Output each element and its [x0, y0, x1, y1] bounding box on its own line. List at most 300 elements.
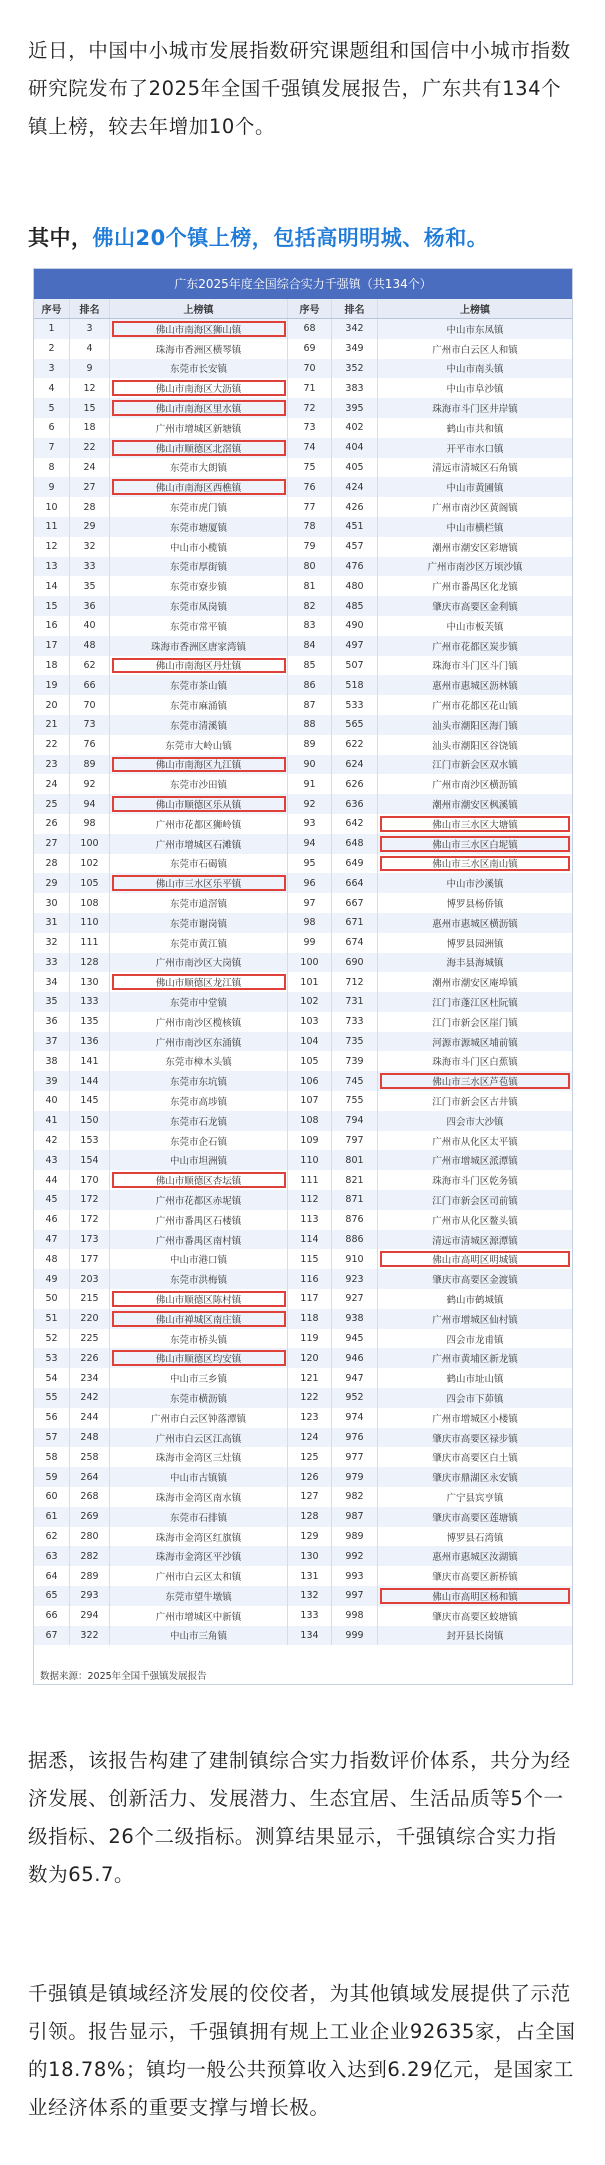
cell-rank-left: 102 [70, 854, 110, 874]
cell-town-right: 江门市新会区古井镇 [432, 1096, 518, 1108]
cell-rank-right: 476 [332, 557, 378, 577]
header-town-right: 上榜镇 [460, 305, 490, 316]
cell-town-right: 广州市花都区炭步镇 [432, 641, 518, 653]
cell-index-left: 43 [34, 1150, 70, 1170]
table-row [34, 497, 572, 517]
cell-town-left: 东莞市道滘镇 [110, 893, 288, 913]
cell-index-left: 33 [34, 953, 70, 973]
cell-rank-left: 130 [70, 972, 110, 992]
cell-index-left: 7 [34, 438, 70, 458]
table-row [34, 834, 572, 854]
cell-index-right: 110 [288, 1150, 332, 1170]
table-row [34, 1507, 572, 1527]
table-row [34, 1289, 572, 1309]
cell-rank-right: 989 [332, 1527, 378, 1547]
table-row [34, 1230, 572, 1250]
cell-rank-right: 976 [332, 1428, 378, 1448]
cell-index-left: 30 [34, 893, 70, 913]
table-source: 数据来源：2025年全国千强镇发展报告 [40, 1671, 207, 1682]
cell-town-right: 汕头市潮阳区海门镇 [432, 720, 518, 732]
cell-rank-left: 136 [70, 1032, 110, 1052]
cell-index-right: 95 [288, 854, 332, 874]
cell-town-left: 广州市南沙区东涌镇 [110, 1032, 288, 1052]
table-row [34, 913, 572, 933]
cell-index-left: 20 [34, 695, 70, 715]
header-rank-right: 排名 [332, 299, 378, 318]
table-row [34, 1012, 572, 1032]
cell-town-left: 佛山市南海区大沥镇 [110, 378, 288, 398]
cell-index-right: 132 [288, 1586, 332, 1606]
table-row [34, 695, 572, 715]
cell-rank-left: 268 [70, 1487, 110, 1507]
cell-rank-left: 220 [70, 1309, 110, 1329]
cell-rank-left: 264 [70, 1467, 110, 1487]
cell-rank-right: 383 [332, 378, 378, 398]
cell-rank-right: 938 [332, 1309, 378, 1329]
cell-rank-right: 642 [332, 814, 378, 834]
ranking-table [33, 268, 573, 1685]
cell-town-right: 江门市蓬江区杜阮镇 [432, 997, 518, 1009]
cell-rank-right: 712 [332, 972, 378, 992]
cell-rank-right: 927 [332, 1289, 378, 1309]
cell-rank-right: 518 [332, 675, 378, 695]
table-row [34, 1210, 572, 1230]
cell-index-right: 91 [288, 774, 332, 794]
cell-index-left: 25 [34, 794, 70, 814]
table-row [34, 438, 572, 458]
cell-rank-left: 322 [70, 1626, 110, 1646]
cell-index-right: 109 [288, 1131, 332, 1151]
cell-town-left: 中山市坦洲镇 [110, 1150, 288, 1170]
cell-rank-right: 349 [332, 339, 378, 359]
cell-rank-right: 490 [332, 616, 378, 636]
cell-index-right: 82 [288, 596, 332, 616]
cell-index-right: 96 [288, 873, 332, 893]
cell-town-right: 潮州市潮安区庵埠镇 [432, 978, 518, 990]
cell-index-left: 34 [34, 972, 70, 992]
cell-index-left: 58 [34, 1447, 70, 1467]
cell-town-left: 东莞市清溪镇 [110, 715, 288, 735]
cell-town-right: 四会市大沙镇 [446, 1116, 504, 1128]
cell-index-left: 9 [34, 477, 70, 497]
cell-rank-left: 110 [70, 913, 110, 933]
cell-index-left: 37 [34, 1032, 70, 1052]
cell-index-right: 92 [288, 794, 332, 814]
table-row [34, 1566, 572, 1586]
cell-town-right: 鹤山市鹤城镇 [446, 1294, 504, 1306]
cell-rank-right: 648 [332, 834, 378, 854]
cell-rank-right: 626 [332, 774, 378, 794]
cell-town-left: 珠海市金湾区红旗镇 [110, 1527, 288, 1547]
header-town-left: 上榜镇 [110, 299, 288, 318]
cell-town-left: 东莞市常平镇 [110, 616, 288, 636]
cell-index-right: 111 [288, 1170, 332, 1190]
cell-rank-left: 282 [70, 1546, 110, 1566]
cell-index-right: 124 [288, 1428, 332, 1448]
cell-rank-right: 690 [332, 953, 378, 973]
cell-town-left: 广州市增城区中新镇 [110, 1606, 288, 1626]
cell-index-left: 62 [34, 1527, 70, 1547]
cell-rank-right: 664 [332, 873, 378, 893]
cell-town-right: 佛山市高明区明城镇 [378, 1249, 572, 1269]
table-row [34, 1368, 572, 1388]
cell-index-right: 93 [288, 814, 332, 834]
cell-town-right: 肇庆市高要区新桥镇 [432, 1572, 518, 1584]
cell-town-right: 江门市新会区崖门镇 [432, 1017, 518, 1029]
cell-rank-left: 150 [70, 1111, 110, 1131]
cell-town-right: 广州市花都区花山镇 [432, 701, 518, 713]
cell-rank-left: 170 [70, 1170, 110, 1190]
cell-rank-left: 153 [70, 1131, 110, 1151]
heading-prefix: 其中， [28, 226, 93, 250]
cell-index-left: 41 [34, 1111, 70, 1131]
cell-index-left: 63 [34, 1546, 70, 1566]
cell-index-right: 120 [288, 1348, 332, 1368]
cell-index-left: 64 [34, 1566, 70, 1586]
table-body [34, 319, 572, 1645]
cell-town-left: 广州市白云区江高镇 [110, 1428, 288, 1448]
cell-index-left: 46 [34, 1210, 70, 1230]
cell-index-right: 133 [288, 1606, 332, 1626]
cell-rank-right: 982 [332, 1487, 378, 1507]
cell-rank-right: 622 [332, 735, 378, 755]
cell-index-left: 55 [34, 1388, 70, 1408]
cell-index-right: 121 [288, 1368, 332, 1388]
cell-rank-right: 480 [332, 576, 378, 596]
table-row [34, 893, 572, 913]
cell-rank-left: 248 [70, 1428, 110, 1448]
cell-town-right: 佛山市三水区白坭镇 [378, 834, 572, 854]
cell-town-right: 珠海市斗门区斗门镇 [432, 661, 518, 673]
cell-town-right: 佛山市三水区大塘镇 [378, 814, 572, 834]
cell-rank-right: 636 [332, 794, 378, 814]
cell-town-left: 东莞市寮步镇 [110, 576, 288, 596]
cell-index-right: 97 [288, 893, 332, 913]
cell-index-left: 61 [34, 1507, 70, 1527]
cell-rank-right: 731 [332, 992, 378, 1012]
cell-rank-left: 32 [70, 537, 110, 557]
cell-rank-right: 426 [332, 497, 378, 517]
cell-town-left: 佛山市顺德区杏坛镇 [110, 1170, 288, 1190]
cell-rank-right: 997 [332, 1586, 378, 1606]
table-row [34, 656, 572, 676]
cell-index-left: 66 [34, 1606, 70, 1626]
cell-rank-left: 33 [70, 557, 110, 577]
cell-index-left: 2 [34, 339, 70, 359]
table-row [34, 715, 572, 735]
cell-town-left: 广州市番禺区南村镇 [110, 1230, 288, 1250]
table-row [34, 933, 572, 953]
cell-rank-left: 225 [70, 1329, 110, 1349]
cell-town-left: 东莞市长安镇 [110, 359, 288, 379]
table-row [34, 557, 572, 577]
cell-index-left: 51 [34, 1309, 70, 1329]
cell-town-right: 惠州市惠城区沥林镇 [432, 681, 518, 693]
cell-rank-left: 35 [70, 576, 110, 596]
cell-town-left: 东莞市樟木头镇 [110, 1051, 288, 1071]
cell-town-left: 广州市增城区石滩镇 [110, 834, 288, 854]
cell-town-right: 珠海市斗门区白蕉镇 [432, 1057, 518, 1069]
cell-rank-left: 4 [70, 339, 110, 359]
cell-town-right: 博罗县杨侨镇 [446, 899, 504, 910]
cell-rank-left: 135 [70, 1012, 110, 1032]
cell-index-right: 90 [288, 755, 332, 775]
cell-town-left: 珠海市香洲区横琴镇 [110, 339, 288, 359]
cell-town-right: 博罗县石湾镇 [446, 1532, 504, 1544]
cell-rank-right: 999 [332, 1626, 378, 1646]
cell-town-right: 中山市横栏镇 [446, 522, 504, 534]
table-row [34, 854, 572, 874]
cell-rank-left: 48 [70, 636, 110, 656]
table-row [34, 1408, 572, 1428]
cell-index-right: 126 [288, 1467, 332, 1487]
cell-rank-right: 451 [332, 517, 378, 537]
cell-town-left: 广州市白云区太和镇 [110, 1566, 288, 1586]
cell-rank-left: 9 [70, 359, 110, 379]
cell-index-left: 42 [34, 1131, 70, 1151]
cell-index-left: 67 [34, 1626, 70, 1646]
table-row [34, 596, 572, 616]
cell-index-left: 52 [34, 1329, 70, 1349]
cell-rank-left: 133 [70, 992, 110, 1012]
cell-town-left: 广州市增城区新塘镇 [110, 418, 288, 438]
cell-rank-right: 797 [332, 1131, 378, 1151]
cell-town-right: 中山市黄圃镇 [446, 483, 504, 495]
cell-town-left: 东莞市高埗镇 [110, 1091, 288, 1111]
cell-town-left: 东莞市横沥镇 [110, 1388, 288, 1408]
cell-rank-right: 886 [332, 1230, 378, 1250]
cell-index-right: 100 [288, 953, 332, 973]
cell-index-left: 44 [34, 1170, 70, 1190]
cell-rank-left: 234 [70, 1368, 110, 1388]
cell-town-left: 东莞市谢岗镇 [110, 913, 288, 933]
cell-index-left: 21 [34, 715, 70, 735]
cell-rank-left: 215 [70, 1289, 110, 1309]
cell-town-left: 东莞市石龙镇 [110, 1111, 288, 1131]
cell-town-right: 佛山市高明区杨和镇 [378, 1586, 572, 1606]
cell-rank-right: 507 [332, 656, 378, 676]
cell-index-left: 36 [34, 1012, 70, 1032]
cell-index-left: 57 [34, 1428, 70, 1448]
cell-index-right: 125 [288, 1447, 332, 1467]
cell-rank-left: 94 [70, 794, 110, 814]
cell-rank-right: 977 [332, 1447, 378, 1467]
table-row [34, 1487, 572, 1507]
cell-index-right: 75 [288, 458, 332, 478]
cell-town-right: 中山市南头镇 [446, 364, 504, 376]
cell-town-left: 佛山市顺德区均安镇 [110, 1348, 288, 1368]
intro-paragraph: 近日，中国中小城市发展指数研究课题组和国信中小城市指数研究院发布了2025年全国千强镇发展报告，广东共有134个镇上榜，较去年增加10个。 [28, 39, 571, 138]
cell-index-right: 103 [288, 1012, 332, 1032]
cell-town-right: 广州市黄埔区新龙镇 [432, 1354, 518, 1366]
cell-rank-left: 76 [70, 735, 110, 755]
cell-town-left: 佛山市南海区里水镇 [110, 398, 288, 418]
cell-rank-left: 12 [70, 378, 110, 398]
cell-town-right: 肇庆市高要区金利镇 [432, 602, 518, 614]
table-title: 广东2025年度全国综合实力千强镇（共134个） [34, 269, 572, 299]
cell-town-left: 东莞市沙田镇 [110, 774, 288, 794]
header-rank-left: 排名 [70, 299, 110, 318]
cell-index-right: 89 [288, 735, 332, 755]
cell-index-left: 4 [34, 378, 70, 398]
cell-town-left: 珠海市金湾区平沙镇 [110, 1546, 288, 1566]
cell-index-right: 77 [288, 497, 332, 517]
cell-town-left: 东莞市石排镇 [110, 1507, 288, 1527]
cell-index-right: 98 [288, 913, 332, 933]
cell-index-right: 87 [288, 695, 332, 715]
cell-index-right: 117 [288, 1289, 332, 1309]
cell-rank-left: 128 [70, 953, 110, 973]
cell-town-left: 东莞市大朗镇 [110, 458, 288, 478]
cell-rank-right: 457 [332, 537, 378, 557]
cell-town-right: 惠州市惠城区汝湖镇 [432, 1552, 518, 1564]
cell-rank-right: 624 [332, 755, 378, 775]
cell-rank-left: 244 [70, 1408, 110, 1428]
cell-rank-left: 145 [70, 1091, 110, 1111]
cell-rank-right: 733 [332, 1012, 378, 1032]
cell-rank-right: 947 [332, 1368, 378, 1388]
cell-rank-left: 3 [70, 319, 110, 339]
cell-rank-right: 424 [332, 477, 378, 497]
table-row [34, 1527, 572, 1547]
cell-index-left: 15 [34, 596, 70, 616]
cell-index-left: 35 [34, 992, 70, 1012]
table-row [34, 1091, 572, 1111]
table-row [34, 398, 572, 418]
cell-town-right: 潮州市潮安区彩塘镇 [432, 542, 518, 554]
cell-index-right: 101 [288, 972, 332, 992]
cell-town-right: 佛山市三水区南山镇 [378, 854, 572, 874]
cell-rank-right: 910 [332, 1249, 378, 1269]
cell-town-right: 四会市下茆镇 [446, 1393, 504, 1405]
cell-town-right: 广州市从化区太平镇 [432, 1136, 518, 1148]
cell-rank-left: 105 [70, 873, 110, 893]
table-row [34, 378, 572, 398]
cell-index-right: 108 [288, 1111, 332, 1131]
table-row [34, 1131, 572, 1151]
cell-rank-left: 70 [70, 695, 110, 715]
table-row [34, 1329, 572, 1349]
cell-index-left: 47 [34, 1230, 70, 1250]
cell-index-right: 72 [288, 398, 332, 418]
table-row [34, 1586, 572, 1606]
cell-rank-left: 15 [70, 398, 110, 418]
table-row [34, 1309, 572, 1329]
cell-town-left: 佛山市顺德区陈村镇 [110, 1289, 288, 1309]
cell-town-right: 珠海市斗门区井岸镇 [432, 404, 518, 416]
cell-town-right: 广州市从化区鳌头镇 [432, 1215, 518, 1227]
cell-town-right: 佛山市三水区芦苞镇 [378, 1071, 572, 1091]
cell-town-left: 东莞市望牛墩镇 [110, 1586, 288, 1606]
cell-town-left: 佛山市南海区西樵镇 [110, 477, 288, 497]
cell-town-left: 东莞市茶山镇 [110, 675, 288, 695]
table-row [34, 1447, 572, 1467]
table-row [34, 477, 572, 497]
cell-town-left: 东莞市中堂镇 [110, 992, 288, 1012]
table-row [34, 1428, 572, 1448]
cell-rank-right: 352 [332, 359, 378, 379]
cell-index-left: 13 [34, 557, 70, 577]
cell-town-left: 东莞市石碣镇 [110, 854, 288, 874]
table-row [34, 755, 572, 775]
cell-rank-right: 998 [332, 1606, 378, 1626]
cell-index-right: 123 [288, 1408, 332, 1428]
table-row [34, 1249, 572, 1269]
cell-rank-left: 144 [70, 1071, 110, 1091]
cell-index-right: 71 [288, 378, 332, 398]
cell-rank-left: 108 [70, 893, 110, 913]
cell-index-left: 54 [34, 1368, 70, 1388]
cell-index-right: 105 [288, 1051, 332, 1071]
cell-town-right: 肇庆市高要区莲塘镇 [432, 1512, 518, 1524]
cell-town-left: 广州市花都区狮岭镇 [110, 814, 288, 834]
cell-index-right: 70 [288, 359, 332, 379]
cell-rank-left: 293 [70, 1586, 110, 1606]
cell-town-right: 广州市南沙区横沥镇 [432, 780, 518, 792]
table-header-row [34, 299, 572, 319]
cell-rank-left: 62 [70, 656, 110, 676]
cell-rank-right: 533 [332, 695, 378, 715]
cell-town-left: 中山市三乡镇 [110, 1368, 288, 1388]
cell-town-right: 江门市新会区双水镇 [432, 760, 518, 772]
cell-rank-right: 923 [332, 1269, 378, 1289]
cell-rank-left: 294 [70, 1606, 110, 1626]
cell-rank-right: 402 [332, 418, 378, 438]
cell-town-left: 东莞市虎门镇 [110, 497, 288, 517]
section-heading [28, 222, 488, 252]
table-row [34, 1190, 572, 1210]
cell-index-right: 107 [288, 1091, 332, 1111]
cell-rank-left: 92 [70, 774, 110, 794]
cell-index-left: 8 [34, 458, 70, 478]
header-index-right: 序号 [288, 299, 332, 318]
cell-rank-right: 946 [332, 1348, 378, 1368]
cell-rank-right: 801 [332, 1150, 378, 1170]
cell-index-left: 5 [34, 398, 70, 418]
cell-index-right: 88 [288, 715, 332, 735]
cell-town-left: 佛山市禅城区南庄镇 [110, 1309, 288, 1329]
table-row [34, 953, 572, 973]
cell-town-left: 佛山市南海区丹灶镇 [110, 656, 288, 676]
cell-index-left: 28 [34, 854, 70, 874]
cell-town-left: 东莞市企石镇 [110, 1131, 288, 1151]
table-row [34, 1051, 572, 1071]
cell-rank-left: 29 [70, 517, 110, 537]
cell-index-left: 48 [34, 1249, 70, 1269]
cell-town-right: 河源市源城区埔前镇 [432, 1037, 518, 1049]
cell-rank-right: 974 [332, 1408, 378, 1428]
cell-rank-left: 73 [70, 715, 110, 735]
cell-rank-right: 735 [332, 1032, 378, 1052]
cell-index-left: 1 [34, 319, 70, 339]
cell-index-left: 3 [34, 359, 70, 379]
cell-town-right: 肇庆市高要区禄步镇 [432, 1433, 518, 1445]
cell-town-right: 广州市南沙区万顷沙镇 [427, 562, 523, 574]
cell-town-left: 珠海市金湾区三灶镇 [110, 1447, 288, 1467]
table-row [34, 319, 572, 339]
cell-index-right: 127 [288, 1487, 332, 1507]
cell-town-left: 中山市三角镇 [110, 1626, 288, 1646]
cell-town-right: 潮州市潮安区枫溪镇 [432, 800, 518, 812]
table-row [34, 339, 572, 359]
cell-rank-right: 395 [332, 398, 378, 418]
table-row [34, 616, 572, 636]
cell-index-right: 119 [288, 1329, 332, 1349]
cell-town-right: 广州市增城区仙村镇 [432, 1314, 518, 1326]
cell-rank-left: 22 [70, 438, 110, 458]
cell-town-left: 中山市小榄镇 [110, 537, 288, 557]
cell-town-left: 东莞市洪梅镇 [110, 1269, 288, 1289]
